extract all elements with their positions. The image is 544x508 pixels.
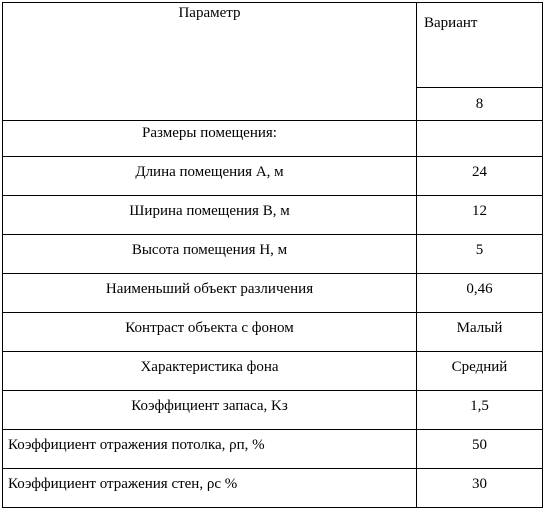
table-row [3,196,543,235]
parameter-label-cell: Коэффициент запаса, Kз [3,391,417,430]
parameter-value-cell: 5 [417,235,543,274]
parameter-value-cell: 0,46 [417,274,543,313]
table-header-row [3,3,543,88]
parameter-label-cell: Ширина помещения В, м [3,196,417,235]
parameter-label-cell: Контраст объекта с фоном [3,313,417,352]
table-row [3,313,543,352]
parameter-value-cell: 24 [417,157,543,196]
parameter-label-cell: Характеристика фона [3,352,417,391]
parameter-header-cell: Параметр [3,3,417,121]
parameter-value-cell: 50 [417,430,543,469]
section-title-cell: Размеры помещения: [3,121,417,157]
parameter-value-cell: 30 [417,469,543,508]
parameter-label-cell: Коэффициент отражения потолка, ρп, % [3,430,417,469]
parameter-label-cell: Высота помещения Н, м [3,235,417,274]
table-row [3,274,543,313]
table-row [3,391,543,430]
section-empty-cell [417,121,543,157]
parameter-value-cell: Малый [417,313,543,352]
parameters-table [2,2,543,508]
section-row [3,121,543,157]
parameter-value-cell: 1,5 [417,391,543,430]
table-body [3,157,543,508]
variant-number-cell: 8 [417,88,543,121]
parameter-value-cell: 12 [417,196,543,235]
table-row [3,157,543,196]
table-row [3,430,543,469]
parameter-label-cell: Наименьший объект различения [3,274,417,313]
parameter-label-cell: Длина помещения А, м [3,157,417,196]
parameter-value-cell: Средний [417,352,543,391]
table-row [3,235,543,274]
table-row [3,469,543,508]
parameter-label-cell: Коэффициент отражения стен, ρс % [3,469,417,508]
variant-header-cell: Вариант [417,3,543,88]
table-row [3,352,543,391]
